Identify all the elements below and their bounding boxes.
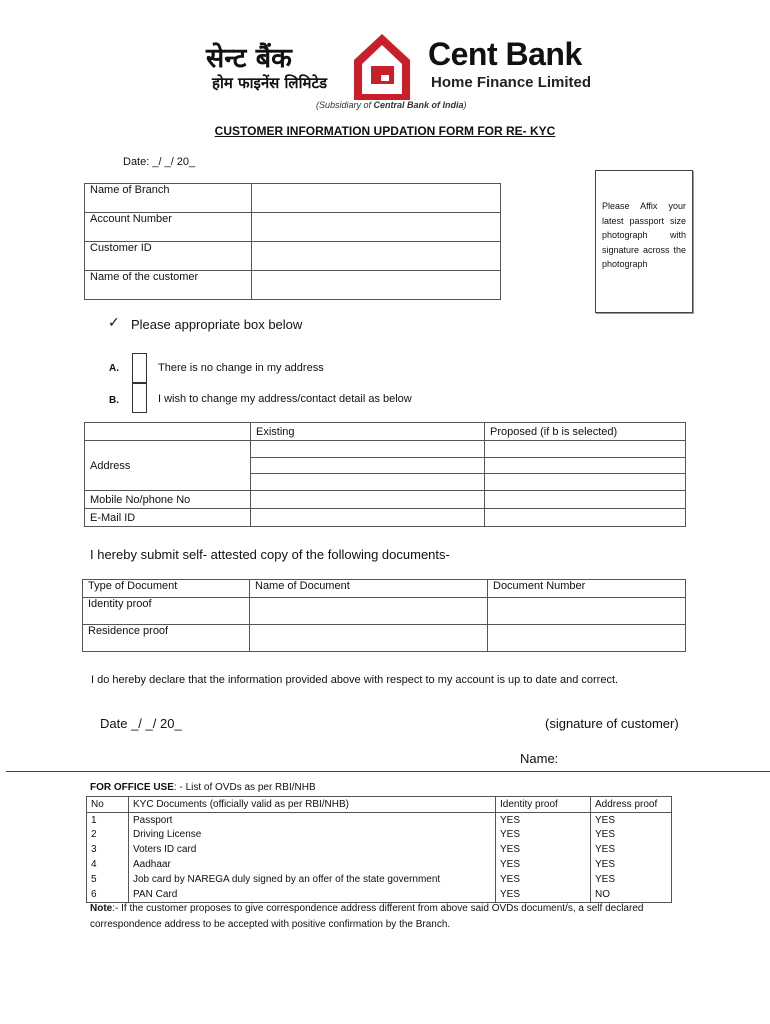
note-text: :- If the customer proposes to give correspondence address different from above said OVDs document/s, a self declared correspondence address to be accepted with positive confirmation by the Branch. (90, 903, 644, 930)
column-header-proposed: Proposed (if b is selected) (485, 423, 686, 441)
residence-doc-number[interactable] (488, 625, 686, 652)
section-divider (6, 771, 770, 772)
doc-header-name: Name of Document (250, 580, 488, 598)
field-input-account[interactable] (252, 213, 501, 242)
ovd-address: YES (595, 844, 616, 856)
office-use-subtitle: : - List of OVDs as per RBI/NHB (173, 782, 316, 793)
documents-intro: I hereby submit self- attested copy of the following documents- (90, 547, 450, 562)
cent-bank-logo-icon (350, 30, 414, 102)
residence-doc-name[interactable] (250, 625, 488, 652)
option-b-checkbox[interactable] (132, 383, 147, 413)
table-row (87, 828, 672, 843)
proposed-mobile[interactable] (485, 491, 686, 509)
ovd-header-documents: KYC Documents (officially valid as per RBI/NHB) (129, 797, 496, 813)
field-input-customer-name[interactable] (252, 271, 501, 300)
office-note (90, 901, 690, 933)
option-a-text: There is no change in my address (158, 362, 324, 374)
field-label-customer-id: Customer ID (85, 242, 252, 271)
doc-header-type: Type of Document (83, 580, 250, 598)
ovd-table (86, 796, 672, 903)
options-heading: Please appropriate box below (131, 317, 303, 332)
office-use-heading (90, 782, 316, 793)
proposed-address-line-1[interactable] (485, 441, 686, 458)
ovd-header-no: No (87, 797, 129, 813)
ovd-no: 5 (87, 872, 129, 887)
ovd-identity: YES (496, 857, 591, 872)
photo-instructions: Please Affix your latest passport size photograph with signature across the photograph (602, 201, 686, 269)
option-b-text: I wish to change my address/contact detail as below (158, 393, 412, 405)
proposed-address-line-2[interactable] (485, 458, 686, 474)
hindi-brand-subtitle: होम फाइनेंस लिमिटेड (212, 74, 328, 92)
subsidiary-note (316, 100, 467, 110)
subsidiary-prefix: (Subsidiary of (316, 100, 374, 110)
ovd-address: NO (595, 888, 610, 900)
option-b-label: B. (109, 395, 119, 406)
ovd-identity: YES (496, 872, 591, 887)
field-input-branch[interactable] (252, 184, 501, 213)
field-label-account: Account Number (85, 213, 252, 242)
existing-address-line-1[interactable] (251, 441, 485, 458)
english-brand-name: Cent Bank (428, 36, 582, 72)
ovd-identity: YES (496, 812, 591, 827)
english-brand-subtitle: Home Finance Limited (431, 74, 592, 91)
customer-name-label: Name: (520, 751, 559, 766)
ovd-document: Driving License (129, 828, 496, 843)
doc-header-number: Document Number (488, 580, 686, 598)
identity-doc-name[interactable] (250, 598, 488, 625)
proposed-email[interactable] (485, 509, 686, 527)
parent-bank-name: Central Bank of India (373, 100, 464, 110)
field-input-customer-id[interactable] (252, 242, 501, 271)
identity-doc-number[interactable] (488, 598, 686, 625)
form-date-line: Date: _/ _/ 20_ (123, 156, 196, 168)
ovd-address: YES (595, 814, 616, 826)
ovd-no: 2 (87, 828, 129, 843)
hindi-brand-name: सेन्ट बैंक (206, 43, 292, 74)
ovd-identity: YES (496, 887, 591, 902)
ovd-document: Passport (129, 812, 496, 827)
documents-table (82, 579, 686, 652)
doc-row-identity: Identity proof (83, 598, 250, 625)
ovd-document: PAN Card (129, 887, 496, 902)
field-label-customer-name: Name of the customer (85, 271, 252, 300)
declaration-text: I do hereby declare that the information provided above with respect to my account is up to date and correct. (91, 674, 619, 686)
option-a-label: A. (109, 363, 119, 374)
existing-address-line-3[interactable] (251, 474, 485, 491)
row-label-address: Address (85, 441, 251, 491)
table-row (87, 887, 672, 902)
existing-address-line-2[interactable] (251, 458, 485, 474)
ovd-header-identity: Identity proof (496, 797, 591, 813)
subsidiary-suffix: ) (463, 100, 467, 110)
ovd-no: 4 (87, 857, 129, 872)
ovd-header-address: Address proof (591, 797, 672, 813)
column-header-existing: Existing (251, 423, 485, 441)
field-label-branch: Name of Branch (85, 184, 252, 213)
check-mark-icon: ✓ (108, 315, 120, 331)
existing-email[interactable] (251, 509, 485, 527)
address-table-corner (85, 423, 251, 441)
ovd-no: 6 (87, 887, 129, 902)
declaration-date: Date _/ _/ 20_ (100, 716, 182, 731)
table-row (87, 812, 672, 827)
ovd-identity: YES (496, 828, 591, 843)
table-row (87, 842, 672, 857)
ovd-address: YES (595, 829, 616, 841)
address-change-table (84, 422, 686, 527)
proposed-address-line-3[interactable] (485, 474, 686, 491)
doc-row-residence: Residence proof (83, 625, 250, 652)
ovd-document: Job card by NAREGA duly signed by an offer of the state government (129, 872, 496, 887)
row-label-mobile: Mobile No/phone No (85, 491, 251, 509)
ovd-no: 1 (87, 812, 129, 827)
ovd-document: Aadhaar (129, 857, 496, 872)
ovd-document: Voters ID card (129, 842, 496, 857)
ovd-address: YES (595, 873, 616, 885)
option-a-checkbox[interactable] (132, 353, 147, 383)
table-row (87, 857, 672, 872)
office-use-label: FOR OFFICE USE (90, 782, 174, 793)
ovd-no: 3 (87, 842, 129, 857)
ovd-identity: YES (496, 842, 591, 857)
customer-signature-label: (signature of customer) (545, 716, 679, 731)
form-title: CUSTOMER INFORMATION UPDATION FORM FOR RE- KYC (214, 124, 556, 138)
table-row (87, 872, 672, 887)
customer-details-table (84, 183, 501, 300)
existing-mobile[interactable] (251, 491, 485, 509)
row-label-email: E-Mail ID (85, 509, 251, 527)
note-label: Note (90, 903, 113, 914)
ovd-address: YES (595, 859, 616, 871)
photo-box[interactable] (595, 170, 693, 313)
